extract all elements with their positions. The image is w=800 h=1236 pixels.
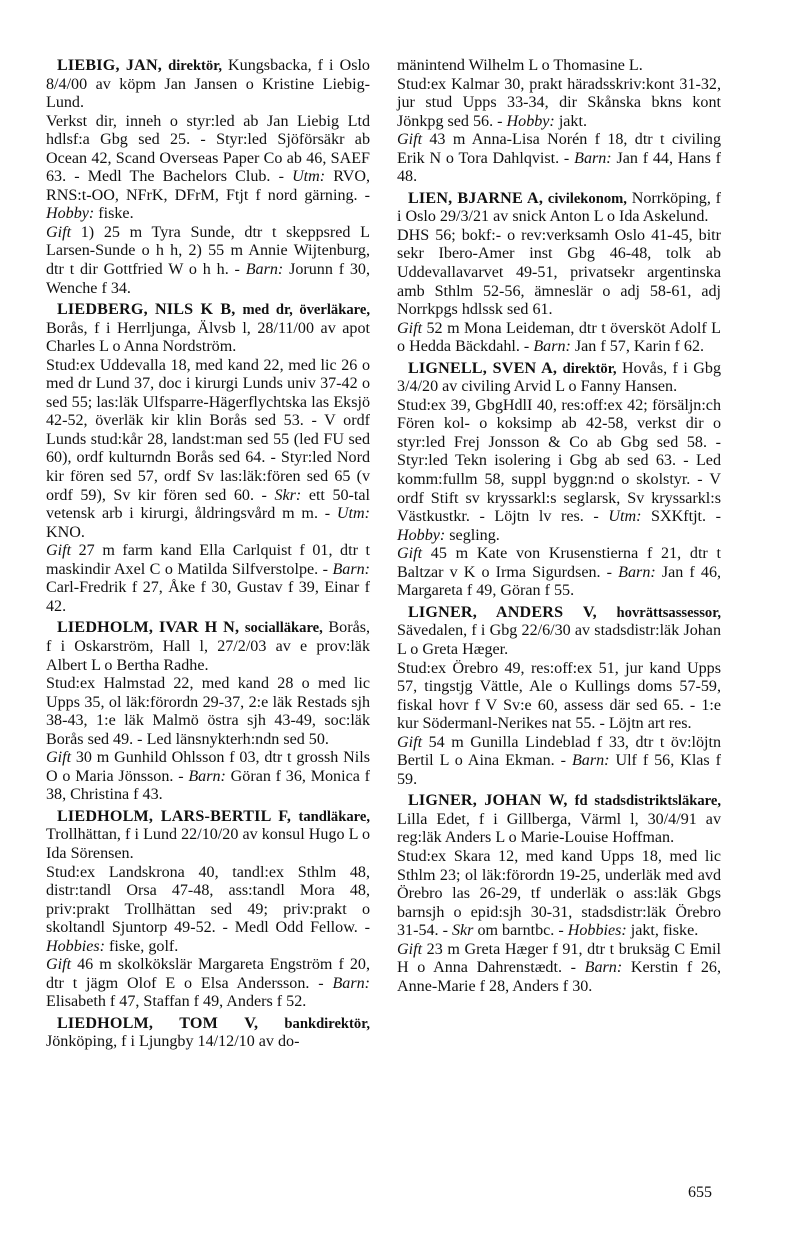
entry-title: hovrättsassessor, [616, 604, 721, 621]
entry-title: socialläkare, [244, 620, 323, 637]
entry-text: Jan f 57, Karin f 62. [570, 338, 705, 356]
entry-text: Stud:ex Halmstad 22, med kand 28 o med lic Upps 35, ol läk:förordn 29-37, 2:e läk Restads sjh 38-43, 1:e läk Malmö östra sjh 43-49, soc:läk Borås sed 49. - Led länsnykterh:ndn sed 50. [46, 675, 370, 748]
entry-heading [46, 808, 370, 864]
field-label: Gift [397, 733, 423, 751]
entry-text: Stud:ex Uddevalla 18, med kand 22, med lic 26 o med dr Lund 37, doc i kirurgi Lunds univ 37-42 o sed 55; las:läk Ulfsparre-Hägerflychtska las Eksjö 42-52, överläk kir klin Borås sed 53. - V ordf Lunds stud:kår 28, landst:man sed 55 (led FU sed 60), ordf kulturndn Borås sed 64. - Styr:led Nord kir fören sed 57, ordf Sv las:läk:fören sed 65 (v ordf 59), Sv kir fören sed 60. - [46, 356, 370, 504]
entry-text: Elisabeth f 47, Staffan f 49, Anders f 52. [46, 993, 307, 1011]
entry-text: Stud:ex Landskrona 40, tandl:ex Sthlm 48, distr:tandl Orsa 47-48, ass:tandl Mora 48, priv:prakt Trollhättan sed 49; priv:prakt o skoltandl Sjuntorp 49-52. - Medl Odd Fellow. - [46, 863, 370, 937]
entry-paragraph [46, 864, 370, 957]
entry-text: mänintend Wilhelm L o Thomasine L. [397, 57, 643, 74]
field-label: Utm: [336, 505, 370, 523]
entry-text: 54 m Gunilla Lindeblad f 33, dtr t öv:löjtn Bertil L o Aina Ekman. - [397, 733, 721, 770]
field-label: Gift [397, 545, 423, 563]
field-label: Barn: [571, 752, 610, 770]
entry-paragraph [46, 542, 370, 616]
entry-text: Carl-Fredrik f 27, Åke f 30, Gustav f 39, Einar f 42. [46, 579, 370, 615]
entry-paragraph [397, 227, 721, 320]
entry-text: 52 m Mona Leideman, dtr t översköt Adolf L o Hedda Bäckdahl. - [397, 319, 721, 356]
entry-text: 1) 25 m Tyra Sunde, dtr t skeppsred L Larsen-Sunde o h h, 2) 55 m Annie Wijtenburg, dtr t dir Gottfried W o h h. - [46, 223, 370, 279]
entry-text: 45 m Kate von Krusenstierna f 21, dtr t Baltzar v K o Irma Sigurdsen. - [397, 545, 721, 581]
entry-birth-info: Norrköping, f i Oslo 29/3/21 av snick Anton L o Ida Askelund. [397, 189, 722, 226]
biography-entry [46, 57, 370, 298]
entry-name: LIEN, BJARNE A, [408, 189, 544, 207]
entry-text: Göran f 36, Monica f 38, Christina f 43. [46, 767, 370, 804]
entry-paragraph [397, 57, 721, 76]
entry-paragraph [397, 320, 721, 357]
page-number: 655 [688, 1184, 712, 1201]
entry-text: fiske. [94, 205, 134, 223]
entry-heading [46, 57, 370, 113]
entry-heading [46, 1015, 370, 1052]
entry-text: 30 m Gunhild Ohlsson f 03, dtr t grossh Nils O o Maria Jönsson. - [46, 749, 370, 785]
left-column [46, 57, 370, 1055]
field-label: Gift [46, 223, 72, 241]
field-label: Barn: [332, 974, 370, 992]
field-label: Utm: [608, 508, 642, 526]
entry-text: SXKftjt. - [641, 508, 722, 526]
field-label: Barn: [574, 149, 612, 167]
entry-text: Ulf f 56, Klas f 59. [397, 752, 722, 788]
entry-name: LIGNER, JOHAN W, [408, 792, 568, 810]
right-column [397, 57, 721, 999]
field-label: Gift [46, 749, 72, 767]
entry-name: LIEBIG, JAN, [57, 57, 163, 74]
entry-name: LIEDBERG, NILS K B, [57, 301, 236, 319]
field-label: Hobby: [397, 526, 446, 544]
entry-title: fd stadsdistriktsläkare, [574, 793, 721, 810]
entry-text: Stud:ex 39, GbgHdlI 40, res:off:ex 42; försäljn:ch Fören kol- o koksimp ab 42-58, verkst dir o styr:led Frej Jonsson & Co ab Gbg sed 58. - Styr:led Tekn isolering i Gbg ab sed 63. - Led komm:fullm 58, suppl byggn:nd o skolstyr. - V ordf Stift sv kryssarkl:s seglarsk, Sv kryssarkl:s Västkustkr. - Löjtn lv res. - [397, 396, 721, 526]
entry-paragraph [46, 113, 370, 224]
biography-entry [46, 619, 370, 804]
entry-birth-info: Borås, f i Herrljunga, Älvsb l, 28/11/00 av apot Charles L o Anna Nordström. [46, 319, 370, 356]
entry-heading [397, 792, 721, 848]
entry-name: LIEDHOLM, TOM V, [57, 1014, 259, 1032]
entry-birth-info: Lilla Edet, f i Gillberga, Värml l, 30/4/91 av reg:läk Anders L o Marie-Louise Hoffman. [397, 810, 721, 847]
field-label: Hobby: [46, 205, 95, 223]
entry-text: Stud:ex Örebro 49, res:off:ex 51, jur kand Upps 57, tingstjg Vättle, Ale o Kullings doms 57-59, fiskal hovr f V Sv:e 60, assess där sed 65. - 1:e kur Södermanl-Nerikes nat 55. - Löjtn art res. [397, 659, 721, 733]
entry-text: 46 m skolkökslär Margareta Engström f 20, dtr t jägm Olof E o Elsa Andersson. - [46, 956, 370, 992]
entry-text: fiske, golf. [105, 937, 179, 955]
biography-entry [46, 808, 370, 1012]
entry-title: civilekonom, [547, 190, 627, 207]
entry-text: segling. [445, 526, 500, 544]
entry-name: LIEDHOLM, LARS-BERTIL F, [57, 807, 292, 825]
entry-birth-info: Trollhättan, f i Lund 22/10/20 av konsul Hugo L o Ida Sörensen. [46, 826, 370, 862]
entry-text: jakt, fiske. [626, 922, 699, 940]
entry-paragraph [397, 734, 721, 790]
entry-birth-info: Sävedalen, f i Gbg 22/6/30 av stadsdistr:läk Johan L o Greta Hæger. [397, 622, 721, 658]
biography-entry [397, 360, 721, 601]
entry-text: ett 50-tal vetensk arb i kirurgi, åldringsvård m m. - [46, 486, 370, 523]
entry-name: LIGNELL, SVEN A, [408, 359, 558, 377]
entry-title: direktör, [168, 58, 222, 74]
field-label: Gift [46, 542, 72, 560]
entry-paragraph [397, 397, 721, 545]
entry-paragraph [397, 848, 721, 941]
entry-text: om barntbc. - [473, 922, 568, 940]
entry-birth-info: Kungsbacka, f i Oslo 8/4/00 av köpm Jan Jansen o Kristine Liebig-Lund. [46, 57, 370, 112]
field-label: Gift [397, 131, 423, 149]
entry-birth-info: Borås, f i Oskarström, Hall l, 27/2/03 av e prov:läk Albert L o Bertha Radhe. [46, 619, 370, 674]
entry-text: DHS 56; bokf:- o rev:verksamh Oslo 41-45, bitr sekr Ibero-Amer inst Gbg 46-48, tolk ab Uddevallavarvet 49-51, privatsekr argentinska amb Sthlm 52-56, ämneslär o adj 58-61, adj Norrkpgs hdlssk sed 61. [397, 226, 721, 319]
entry-birth-info: Hovås, f i Gbg 3/4/20 av civiling Arvid L o Fanny Hansen. [397, 359, 721, 396]
field-label: Barn: [245, 261, 284, 279]
entry-text: Stud:ex Kalmar 30, prakt häradsskriv:kont 31-32, jur stud Upps 33-34, dir Skånska bkns kont Jönkpg sed 56. - [397, 75, 721, 130]
field-label: Barn: [533, 338, 571, 356]
entry-heading [46, 301, 370, 357]
entry-paragraph [397, 76, 721, 132]
entry-paragraph [46, 749, 370, 805]
field-label: Hobbies: [46, 937, 105, 955]
entry-heading [397, 604, 721, 660]
field-label: Skr: [274, 486, 302, 504]
entry-paragraph [397, 941, 721, 997]
entry-heading [397, 360, 721, 397]
entry-paragraph [397, 131, 721, 187]
entry-name: LIGNER, ANDERS V, [408, 603, 597, 621]
entry-heading [46, 619, 370, 675]
entry-text: 27 m farm kand Ella Carlquist f 01, dtr t maskindir Axel C o Matilda Silfverstolpe. - [46, 542, 370, 578]
entry-text: Jan f 46, Margareta f 49, Göran f 55. [397, 563, 722, 600]
entry-paragraph [46, 357, 370, 542]
entry-heading [397, 190, 721, 227]
entry-text: Stud:ex Skara 12, med kand Upps 18, med lic Sthlm 23; ol läk:förordn 19-25, underläk med avd Örebro las 26-29, tf underläk o ass:läk Gbgs barnsjh o epid:sjh 30-31, stadsdistr:läk Örebro 31-54. - [397, 847, 721, 940]
entry-title: med dr, överläkare, [242, 302, 370, 319]
entry-paragraph [46, 956, 370, 1012]
entry-paragraph [46, 675, 370, 749]
field-label: Barn: [188, 767, 226, 785]
entry-title: direktör, [562, 360, 617, 377]
biography-entry [46, 1015, 370, 1052]
field-label: Barn: [618, 563, 656, 581]
entry-paragraph [397, 660, 721, 734]
entry-text: Kerstin f 26, Anne-Marie f 28, Anders f 30. [397, 959, 721, 995]
field-label: Hobby: [506, 112, 555, 130]
biography-entry [397, 604, 721, 789]
biography-entry [397, 792, 721, 996]
entry-name: LIEDHOLM, IVAR H N, [57, 619, 240, 637]
entry-text: 43 m Anna-Lisa Norén f 18, dtr t civiling Erik N o Tora Dahlqvist. - [397, 131, 721, 167]
field-label: Gift [46, 956, 72, 974]
field-label: Barn: [584, 959, 623, 977]
entry-text: Verkst dir, inneh o styr:led ab Jan Liebig Ltd hdlsf:a Gbg sed 25. - Styr:led Sjöförsäkr ab Ocean 42, Scand Overseas Paper Co ab 46, SAEF 63. - Medl The Bachelors Club. - [46, 112, 370, 186]
entry-paragraph [397, 545, 721, 601]
entry-text: RVO, RNS:t-OO, NFrK, DFrM, Ftjt f nord gärning. - [46, 168, 370, 204]
field-label: Hobbies: [567, 922, 627, 940]
entry-text: Jorunn f 30, Wenche f 34. [46, 261, 371, 297]
entry-text: Jan f 44, Hans f 48. [397, 149, 722, 186]
entry-birth-info: Jönköping, f i Ljungby 14/12/10 av do- [46, 1033, 300, 1051]
entry-text: 23 m Greta Hæger f 91, dtr t bruksäg C Emil H o Anna Dahrenstædt. - [397, 940, 721, 977]
field-label: Utm: [292, 168, 326, 186]
entry-paragraph [46, 224, 370, 298]
entry-title: bankdirektör, [284, 1015, 370, 1032]
field-label: Skr [451, 922, 474, 940]
entry-text: KNO. [46, 523, 85, 541]
biography-entry [46, 301, 370, 616]
field-label: Barn: [332, 560, 370, 578]
field-label: Gift [397, 940, 423, 958]
entry-text: jakt. [554, 112, 587, 130]
biography-entry [397, 57, 721, 187]
entry-title: tandläkare, [298, 808, 370, 825]
biography-entry [397, 190, 721, 357]
field-label: Gift [397, 319, 423, 337]
